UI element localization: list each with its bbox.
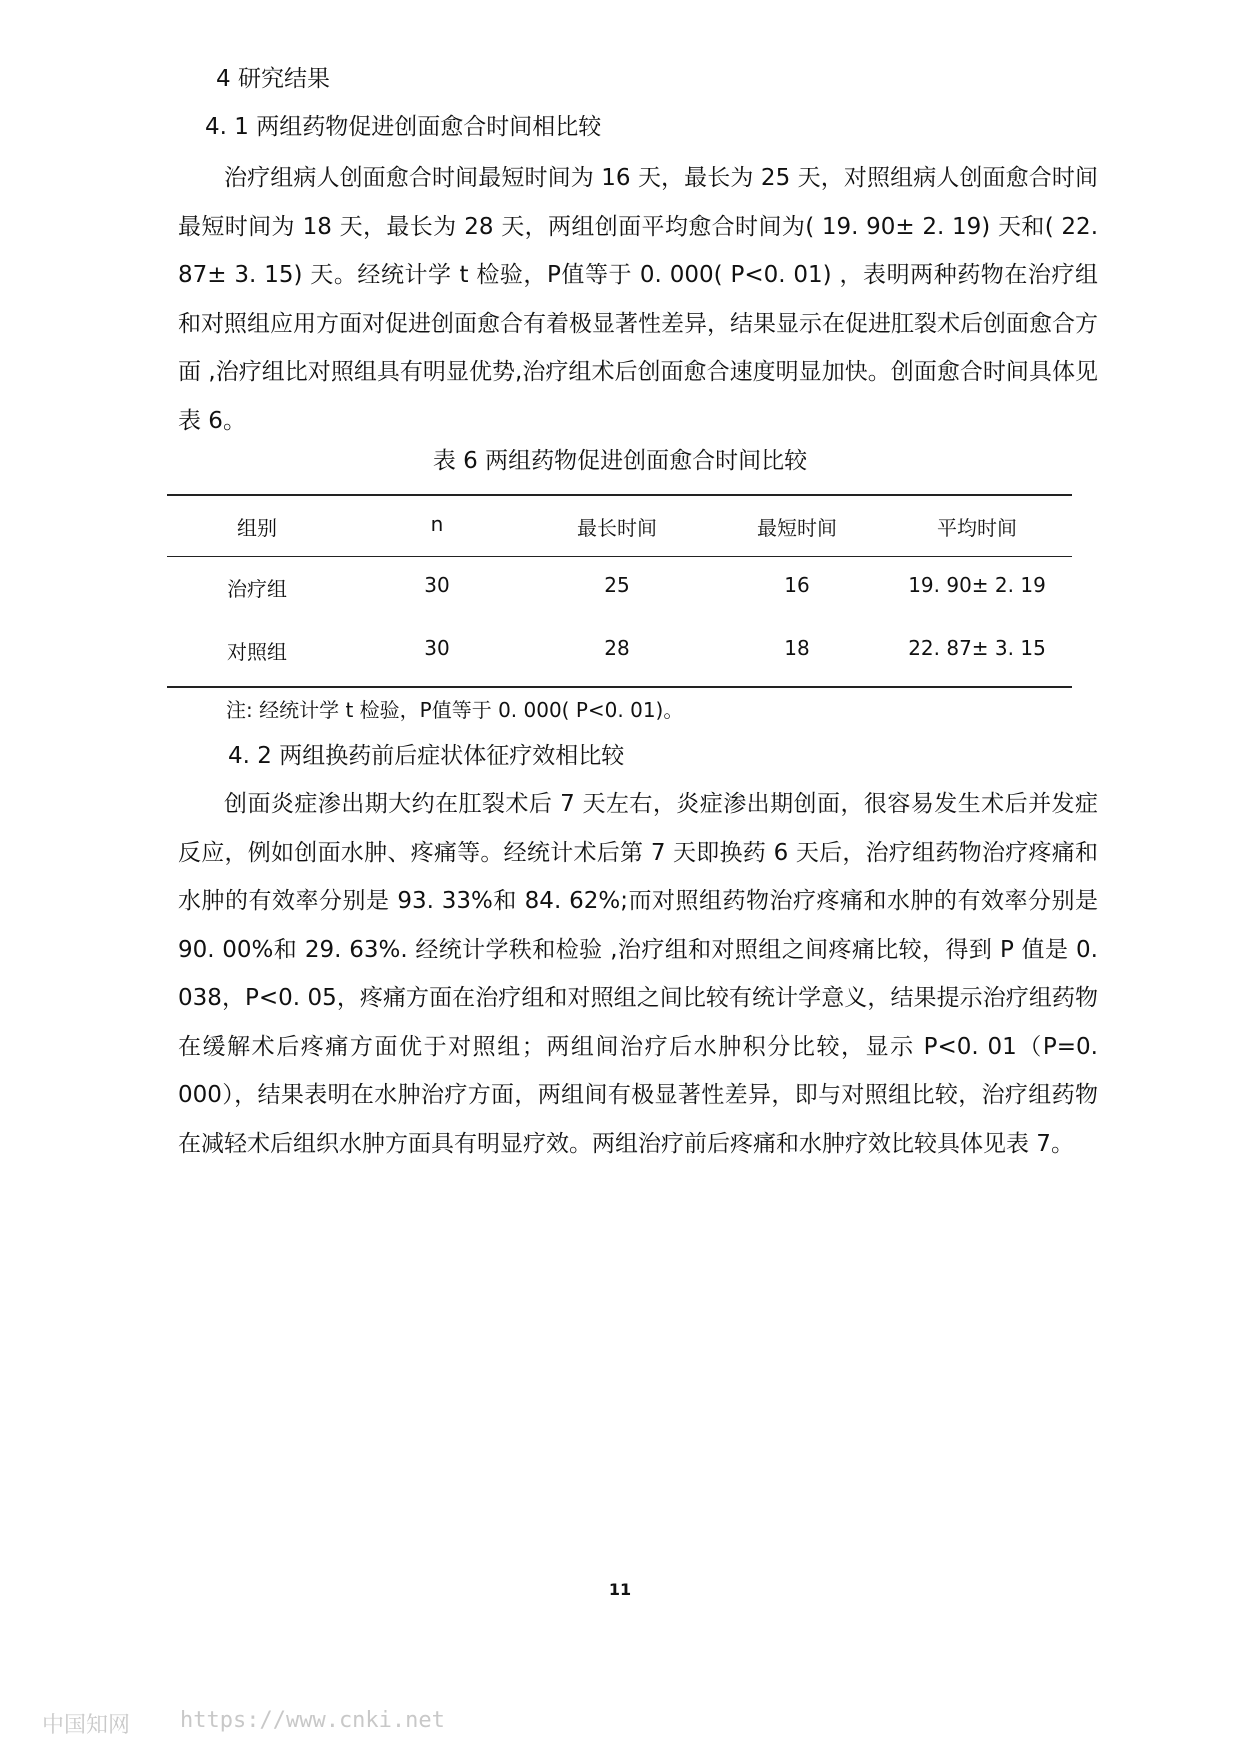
table-cell: 16	[784, 573, 810, 597]
table-cell: 30	[424, 636, 450, 660]
table-bottom-rule	[167, 686, 1072, 688]
paragraph-4-2: 创面炎症渗出期大约在肛裂术后 7 天左右，炎症渗出期创面，很容易发生术后并发症反应，例如创面水肿、疼痛等。经统计术后第 7 天即换药 6 天后，治疗组药物治疗疼痛和水肿的有效率分别是 93. 33%和 84. 62%;而对照组药物治疗疼痛和水肿的有效率分别是 90. 00%和 29. 63%. 经统计学秩和检验 ,治疗组和对照组之间疼痛比较，得到 P 值是 0. 038，P<0. 05，疼痛方面在治疗组和对照组之间比较有统计学意义，结果提示治疗组药物在缓解术后疼痛方面优于对照组；两组间治疗后水肿积分比较，显示 P<0. 01（P=0. 000），结果表明在水肿治疗方面，两组间有极显著性差异，即与对照组比较，治疗组药物在减轻术后组织水肿方面具有明显疗效。两组治疗前后疼痛和水肿疗效比较具体见表 7。	[178, 791, 1098, 1157]
subsection-heading-4-1: 4. 1 两组药物促进创面愈合时间相比较	[205, 114, 602, 140]
table-header-rule	[167, 556, 1072, 557]
table-cell: 对照组	[227, 640, 287, 664]
watermark-cnki-url: https://www.cnki.net	[180, 1708, 445, 1733]
table-header-cell: 最长时间	[577, 516, 657, 540]
table-header-cell: n	[430, 512, 444, 536]
table-caption: 表 6 两组药物促进创面愈合时间比较	[432, 448, 808, 474]
table-top-rule	[167, 494, 1072, 496]
table-cell: 18	[784, 636, 810, 660]
table-cell: 28	[604, 636, 630, 660]
table-cell: 治疗组	[227, 577, 287, 601]
table-cell: 25	[604, 573, 630, 597]
paragraph-4-1: 治疗组病人创面愈合时间最短时间为 16 天，最长为 25 天，对照组病人创面愈合时间最短时间为 18 天，最长为 28 天，两组创面平均愈合时间为( 19. 90± 2. 19) 天和( 22. 87± 3. 15) 天。经统计学 t 检验，P值等于 0. 000( P<0. 01) ，表明两种药物在治疗组和对照组应用方面对促进创面愈合有着极显著性差异，结果显示在促进肛裂术后创面愈合方面 ,治疗组比对照组具有明显优势,治疗组术后创面愈合速度明显加快。创面愈合时间具体见表 6。	[178, 165, 1098, 434]
subsection-heading-4-2: 4. 2 两组换药前后症状体征疗效相比较	[228, 743, 625, 769]
section-heading: 4 研究结果	[216, 66, 330, 92]
table-header-cell: 组别	[237, 516, 277, 540]
table-cell: 22. 87± 3. 15	[908, 636, 1046, 660]
page-number: 11	[608, 1580, 632, 1599]
table-header-cell: 最短时间	[757, 516, 837, 540]
table-note: 注: 经统计学 t 检验，P值等于 0. 000( P<0. 01)。	[226, 698, 684, 722]
table-cell: 19. 90± 2. 19	[908, 573, 1046, 597]
table-header-cell: 平均时间	[937, 516, 1017, 540]
watermark-cnki-name: 中国知网	[42, 1713, 131, 1738]
table-cell: 30	[424, 573, 450, 597]
